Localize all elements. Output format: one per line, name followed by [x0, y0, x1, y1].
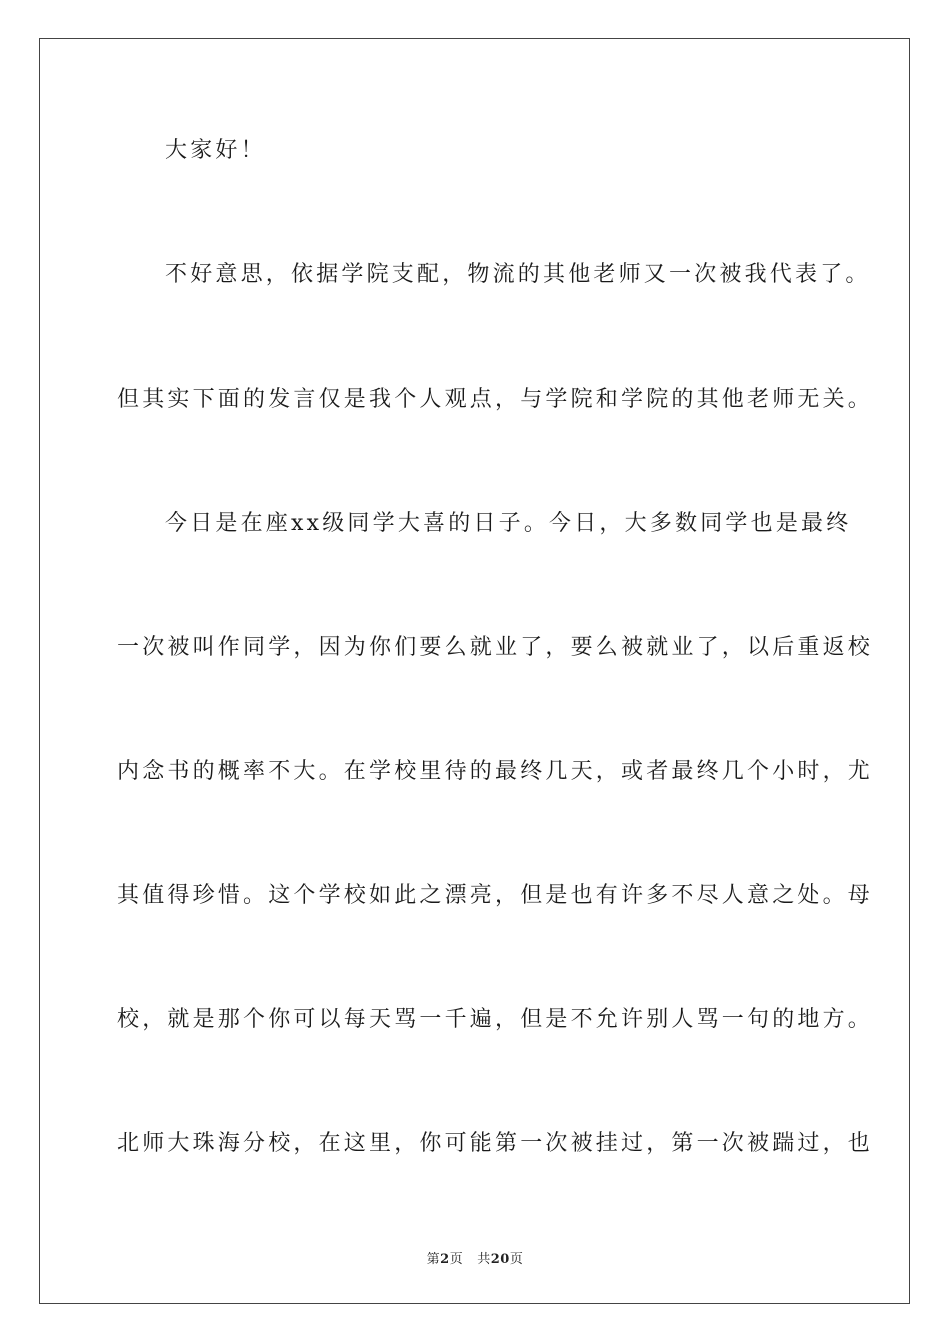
paragraph-1-line-1: 不好意思，依据学院支配，物流的其他老师又一次被我代表了。 — [165, 262, 871, 287]
paragraph-2-line-5: 校，就是那个你可以每天骂一千遍，但是不允许别人骂一句的地方。 — [117, 1007, 874, 1032]
page-footer — [0, 1248, 950, 1267]
total-pages: 20 — [490, 1252, 510, 1267]
greeting-line: 大家好！ — [165, 138, 266, 163]
page-current: 2 — [440, 1252, 450, 1267]
page-prefix: 第 — [426, 1252, 441, 1267]
paragraph-2-line-4: 其值得珍惜。这个学校如此之漂亮，但是也有许多不尽人意之处。母 — [117, 883, 874, 908]
page-unit: 页 — [449, 1252, 464, 1267]
page-frame — [39, 38, 910, 1304]
paragraph-2-line-3: 内念书的概率不大。在学校里待的最终几天，或者最终几个小时，尤 — [117, 759, 874, 784]
paragraph-2-line-6: 北师大珠海分校，在这里，你可能第一次被挂过，第一次被踹过，也 — [117, 1131, 874, 1156]
paragraph-2-line-1: 今日是在座xx级同学大喜的日子。今日，大多数同学也是最终 — [165, 511, 852, 536]
total-unit: 页 — [509, 1252, 524, 1267]
paragraph-2-line-2: 一次被叫作同学，因为你们要么就业了，要么被就业了，以后重返校 — [117, 635, 874, 660]
paragraph-1-line-2: 但其实下面的发言仅是我个人观点，与学院和学院的其他老师无关。 — [117, 387, 874, 412]
total-prefix: 共 — [477, 1252, 491, 1267]
